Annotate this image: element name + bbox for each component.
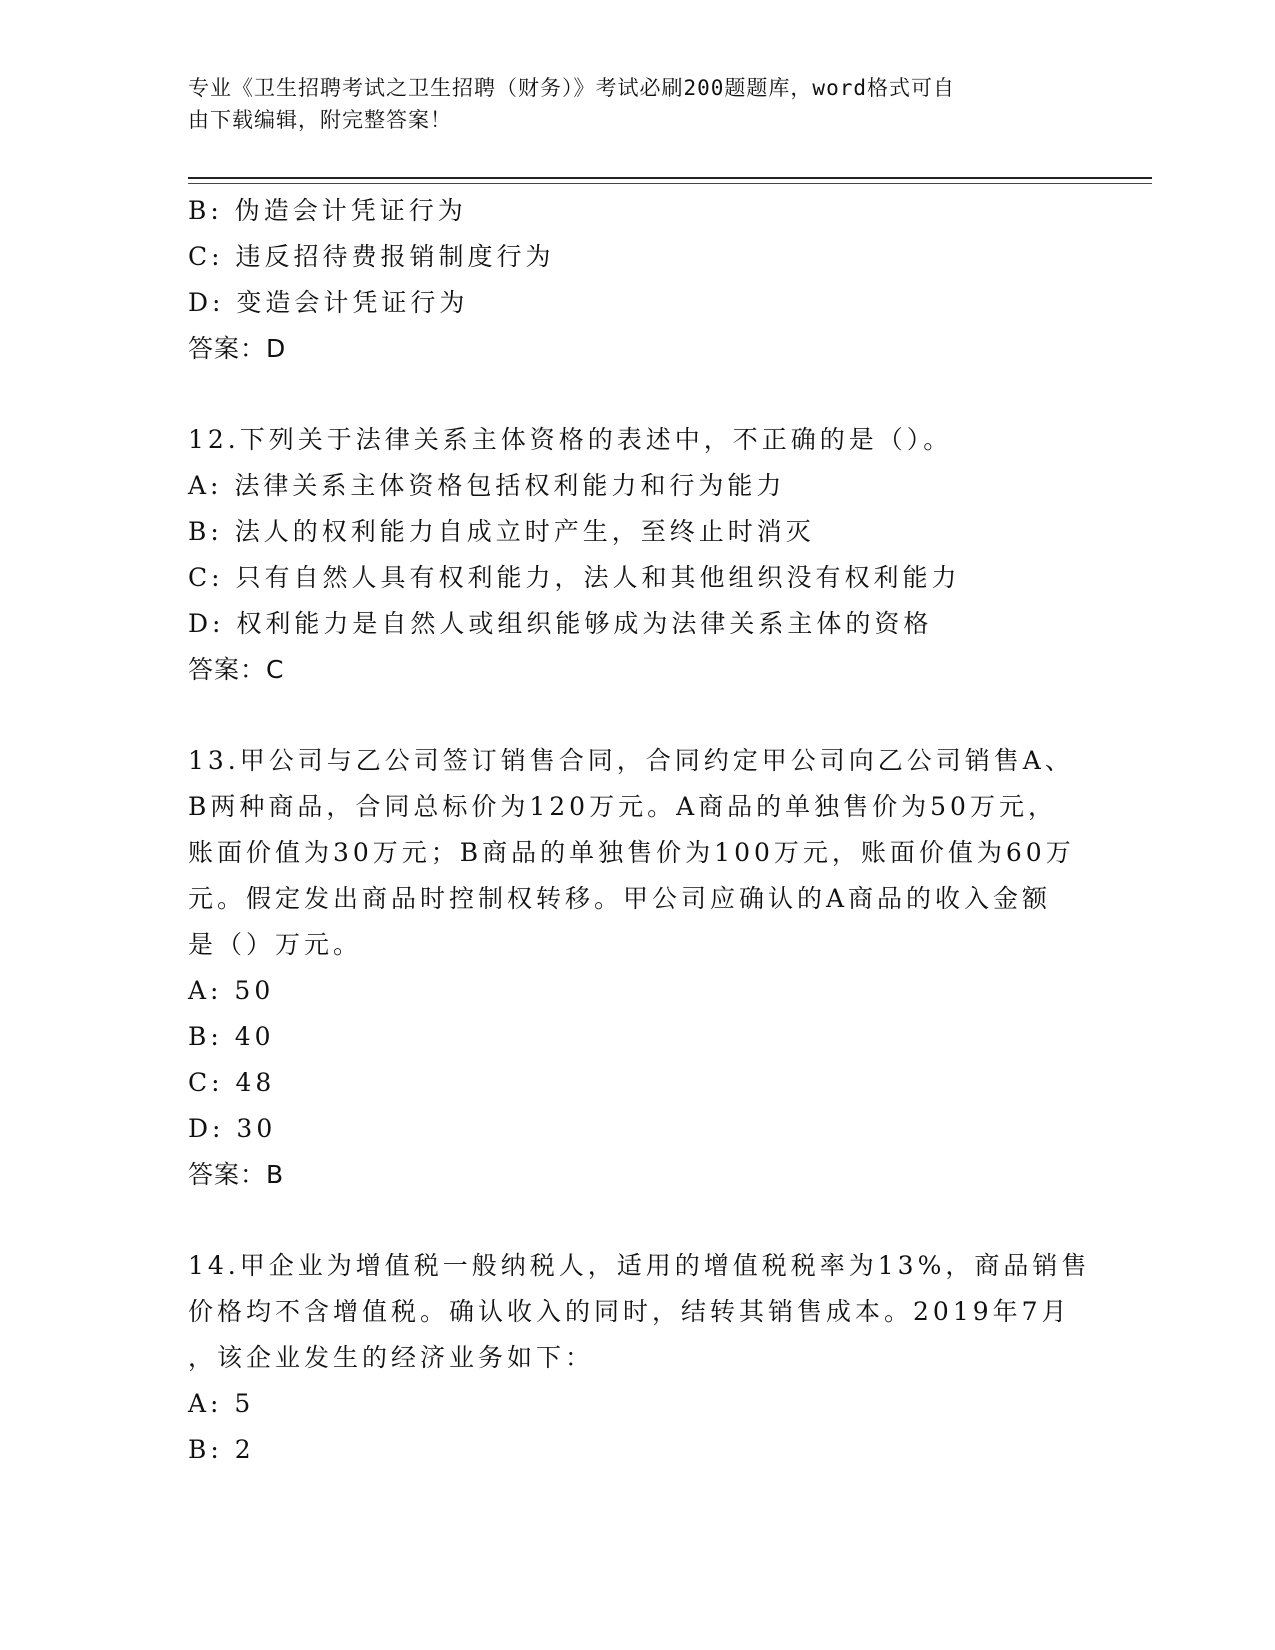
option-b: B: 2 (188, 1435, 255, 1464)
option-d: D: 30 (188, 1114, 277, 1143)
option-a: A: 5 (188, 1389, 255, 1418)
option-d: D: 权利能力是自然人或组织能够成为法律关系主体的资格 (188, 609, 933, 638)
option-b: B: 伪造会计凭证行为 (188, 196, 467, 225)
option-b: B: 法人的权利能力自成立时产生，至终止时消灭 (188, 517, 815, 546)
question-stem-line: 元。假定发出商品时控制权转移。甲公司应确认的A商品的收入金额 (188, 884, 1052, 913)
header-line-1: 专业《卫生招聘考试之卫生招聘（财务）》考试必刷200题题库，word格式可自 (188, 76, 955, 100)
option-c: C: 只有自然人具有权利能力，法人和其他组织没有权利能力 (188, 563, 961, 592)
option-b: B: 40 (188, 1022, 275, 1051)
answer-line: 答案：D (188, 334, 287, 363)
option-c: C: 违反招待费报销制度行为 (188, 242, 555, 271)
question-13 (188, 738, 1088, 1198)
question-stem: 12.下列关于法律关系主体资格的表述中，不正确的是（）。 (188, 425, 953, 454)
header-divider-thin (188, 183, 1152, 184)
question-stem-line: 价格均不含增值税。确认收入的同时，结转其销售成本。2019年7月 (188, 1297, 1071, 1326)
question-stem-line: ，该企业发生的经济业务如下： (188, 1343, 595, 1372)
question-11 (188, 188, 1088, 372)
question-12 (188, 417, 1088, 693)
question-stem-line: 14.甲企业为增值税一般纳税人，适用的增值税税率为13%，商品销售 (188, 1251, 1091, 1280)
option-d: D: 变造会计凭证行为 (188, 288, 469, 317)
header-divider-thick (188, 177, 1152, 179)
document-body (188, 188, 1091, 1473)
question-stem-line: B两种商品，合同总标价为120万元。A商品的单独售价为50万元， (188, 792, 1057, 821)
option-c: C: 48 (188, 1068, 276, 1097)
question-stem-line: 账面价值为30万元；B商品的单独售价为100万元，账面价值为60万 (188, 838, 1075, 867)
document-header (188, 72, 1068, 136)
header-line-2: 由下载编辑，附完整答案！ (188, 108, 452, 132)
answer-line: 答案：B (188, 1160, 285, 1189)
question-14 (188, 1243, 1091, 1473)
question-stem-line: 是（）万元。 (188, 930, 363, 959)
option-a: A: 50 (188, 976, 275, 1005)
question-stem-line: 13.甲公司与乙公司签订销售合同，合同约定甲公司向乙公司销售A、 (188, 746, 1074, 775)
answer-line: 答案：C (188, 655, 285, 684)
option-a: A: 法律关系主体资格包括权利能力和行为能力 (188, 471, 786, 500)
